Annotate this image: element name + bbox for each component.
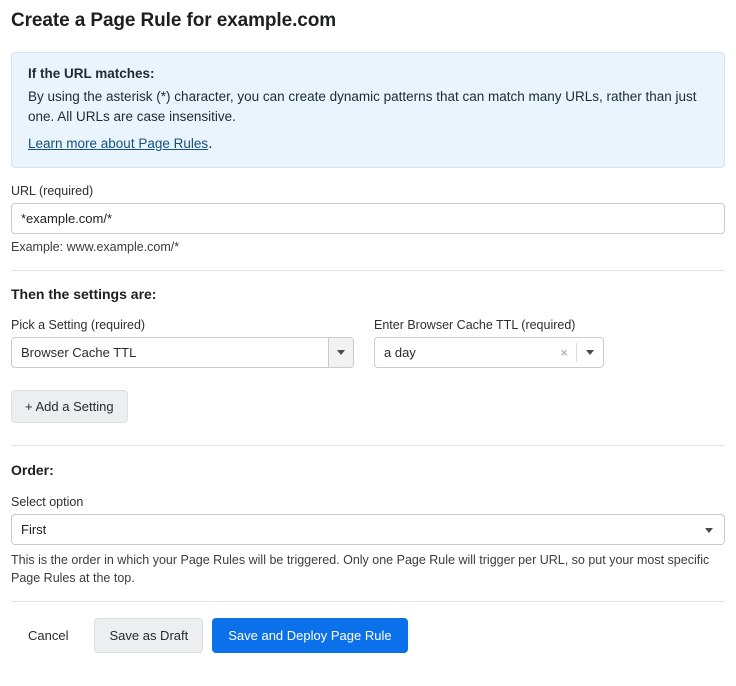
browser-cache-ttl-arrow[interactable] (577, 350, 603, 355)
order-select-label: Select option (11, 494, 84, 509)
url-input[interactable] (11, 203, 725, 234)
url-field-hint: Example: www.example.com/* (11, 239, 180, 254)
page-rule-form (0, 10, 736, 686)
cancel-button[interactable]: Cancel (11, 618, 85, 653)
setting-picker-value[interactable]: Browser Cache TTL (11, 337, 354, 368)
setting-picker-group (11, 318, 354, 368)
settings-row (11, 318, 725, 368)
settings-section-title: Then the settings are: (11, 285, 157, 302)
setting-picker[interactable] (11, 337, 354, 368)
order-select-value: First (21, 521, 47, 537)
chevron-down-icon (337, 350, 345, 355)
callout-heading: If the URL matches: (28, 66, 155, 81)
order-select[interactable] (11, 514, 725, 545)
browser-cache-ttl-select[interactable] (374, 337, 604, 368)
save-as-draft-button[interactable]: Save as Draft (94, 618, 203, 653)
url-field-label: URL (required) (11, 183, 94, 198)
divider-order (11, 445, 725, 446)
callout-link-suffix: . (208, 134, 213, 152)
form-actions (11, 618, 725, 653)
chevron-down-icon (705, 528, 713, 533)
setting-value-group (374, 318, 604, 368)
divider-actions (11, 601, 725, 602)
setting-value-label: Enter Browser Cache TTL (required) (374, 317, 576, 332)
order-hint: This is the order in which your Page Rules will be triggered. Only one Page Rule will trigger per URL, so put your most specific Page Rules at the top. (11, 552, 710, 585)
page-title: Create a Page Rule for example.com (11, 10, 337, 31)
order-section-title: Order: (11, 461, 54, 478)
setting-picker-arrow-button[interactable] (328, 338, 353, 367)
add-setting-button[interactable]: + Add a Setting (11, 390, 128, 423)
chevron-down-icon (586, 350, 594, 355)
learn-more-link[interactable]: Learn more about Page Rules (28, 135, 209, 151)
browser-cache-ttl-value: a day (384, 344, 416, 360)
divider-settings (11, 270, 725, 271)
setting-picker-label: Pick a Setting (required) (11, 317, 146, 332)
save-and-deploy-button[interactable]: Save and Deploy Page Rule (212, 618, 407, 653)
url-match-callout (11, 52, 725, 168)
clear-icon[interactable]: × (560, 344, 568, 360)
callout-body: By using the asterisk (*) character, you can create dynamic patterns that can match many URLs, rather than just one. All URLs are case insensitive. (28, 89, 697, 125)
